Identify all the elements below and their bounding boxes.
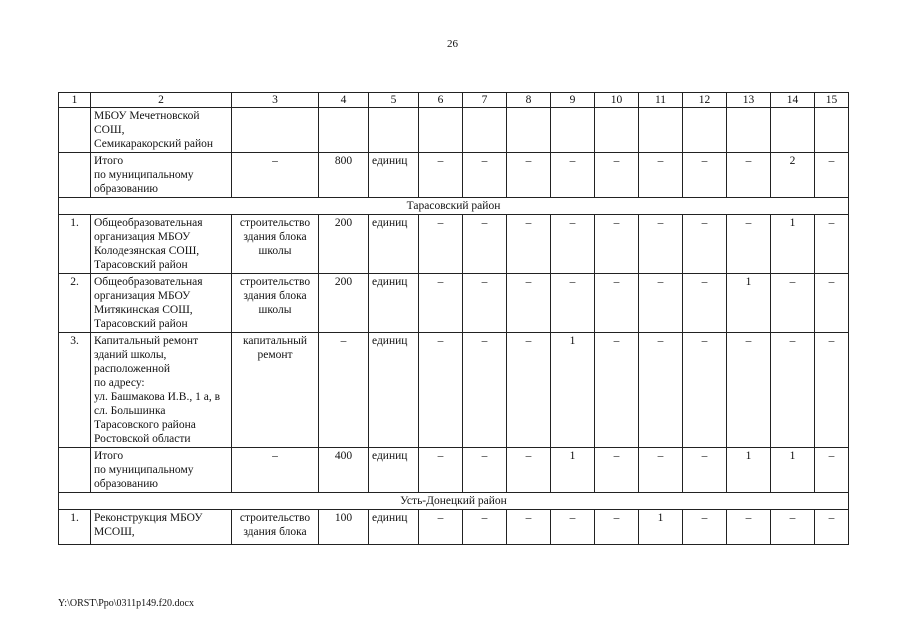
table-cell: – — [727, 333, 771, 448]
table-cell: строительство здания блока школы — [232, 274, 319, 333]
column-header: 8 — [507, 93, 551, 108]
table-header-row — [59, 93, 849, 108]
table-cell: 2. — [59, 274, 91, 333]
table-cell: – — [683, 448, 727, 493]
table-cell — [815, 108, 849, 153]
column-header: 2 — [91, 93, 232, 108]
table-cell — [815, 510, 849, 545]
table-cell: 200 — [319, 215, 369, 274]
table-cell: – — [727, 215, 771, 274]
table-cell: – — [815, 333, 849, 448]
table-cell: 3. — [59, 333, 91, 448]
table-cell: – — [639, 274, 683, 333]
table-cell — [319, 510, 369, 545]
cell-text: – — [789, 512, 796, 524]
table-cell: – — [683, 215, 727, 274]
table-cell: – — [507, 448, 551, 493]
table-cell — [232, 510, 319, 545]
table-cell: – — [639, 333, 683, 448]
table-cell — [771, 108, 815, 153]
table-cell — [595, 510, 639, 545]
column-header: 1 — [59, 93, 91, 108]
table-cell: – — [595, 153, 639, 198]
table-cell: – — [463, 448, 507, 493]
table-cell: 1 — [771, 215, 815, 274]
table-cell — [507, 510, 551, 545]
table-cell: – — [815, 274, 849, 333]
table-cell: капитальный ремонт — [232, 333, 319, 448]
table-cell: – — [771, 274, 815, 333]
table-cell: – — [551, 274, 595, 333]
table-cell: – — [815, 153, 849, 198]
table-cell: единиц — [369, 448, 419, 493]
cell-text: 100 — [334, 512, 353, 524]
table-cell — [419, 108, 463, 153]
table-row — [59, 153, 849, 198]
column-header: 7 — [463, 93, 507, 108]
column-header: 5 — [369, 93, 419, 108]
table-cell: – — [551, 153, 595, 198]
table-cell: единиц — [369, 333, 419, 448]
cell-text: 1 — [657, 512, 664, 524]
table-cell: – — [683, 274, 727, 333]
column-header: 3 — [232, 93, 319, 108]
table-cell — [727, 108, 771, 153]
table-cell — [369, 510, 419, 545]
cell-text: – — [701, 512, 708, 524]
table-cell: – — [815, 448, 849, 493]
table-cell — [639, 108, 683, 153]
table-cell: 200 — [319, 274, 369, 333]
table-cell: Капитальный ремонт зданий школы, расположенной по адресу: ул. Башмакова И.В., 1 а, в сл. Большинка Тарасовского района Ростовской области — [91, 333, 232, 448]
section-row — [59, 198, 849, 215]
table-cell — [59, 108, 91, 153]
table-cell — [639, 510, 683, 545]
table-cell — [59, 510, 91, 545]
table-cell: 1 — [551, 448, 595, 493]
table-cell: – — [463, 153, 507, 198]
table-row — [59, 108, 849, 153]
table-cell: – — [727, 153, 771, 198]
column-header: 11 — [639, 93, 683, 108]
table-cell — [551, 108, 595, 153]
table-cell — [319, 108, 369, 153]
table-cell: – — [507, 274, 551, 333]
cell-text: – — [613, 512, 620, 524]
column-header: 10 — [595, 93, 639, 108]
table-cell: – — [595, 274, 639, 333]
table-row — [59, 333, 849, 448]
cell-text: строительство здания блока — [239, 512, 311, 538]
table-cell: – — [815, 215, 849, 274]
cell-text: 1. — [70, 512, 79, 524]
table-row — [59, 274, 849, 333]
column-header: 14 — [771, 93, 815, 108]
table-cell: 800 — [319, 153, 369, 198]
column-header: 4 — [319, 93, 369, 108]
table-cell: 1 — [727, 448, 771, 493]
table-row — [59, 510, 849, 545]
table-cell — [59, 153, 91, 198]
cell-text: – — [828, 512, 835, 524]
table-cell: 1 — [551, 333, 595, 448]
table-cell: – — [639, 153, 683, 198]
table-cell: – — [595, 333, 639, 448]
table-cell — [232, 108, 319, 153]
table-cell: – — [419, 333, 463, 448]
table-cell: Итого по муниципальному образованию — [91, 153, 232, 198]
cell-text: – — [481, 512, 488, 524]
table-cell: 1 — [771, 448, 815, 493]
data-table — [58, 92, 849, 545]
table-cell: 400 — [319, 448, 369, 493]
table-cell: Общеобразовательная организация МБОУ Митякинская СОШ, Тарасовский район — [91, 274, 232, 333]
table-cell: единиц — [369, 215, 419, 274]
section-row — [59, 493, 849, 510]
table-cell: – — [419, 448, 463, 493]
column-header: 6 — [419, 93, 463, 108]
table-cell — [463, 108, 507, 153]
table-cell — [551, 510, 595, 545]
table-cell: единиц — [369, 274, 419, 333]
table-cell: – — [232, 448, 319, 493]
table-cell: – — [683, 333, 727, 448]
table-cell: – — [419, 215, 463, 274]
table-cell — [683, 510, 727, 545]
table-cell — [771, 510, 815, 545]
table-cell: строительство здания блока школы — [232, 215, 319, 274]
table-cell: – — [683, 153, 727, 198]
section-title: Тарасовский район — [59, 198, 849, 215]
table-cell — [595, 108, 639, 153]
table-cell — [91, 510, 232, 545]
table-cell: – — [639, 215, 683, 274]
table-cell: 1 — [727, 274, 771, 333]
file-path: Y:\ORST\Ppo\0311p149.f20.docx — [58, 598, 194, 609]
section-title: Усть-Донецкий район — [59, 493, 849, 510]
table-cell: Итого по муниципальному образованию — [91, 448, 232, 493]
cell-text: – — [745, 512, 752, 524]
table-cell: – — [419, 153, 463, 198]
table-cell: – — [639, 448, 683, 493]
table-cell — [59, 448, 91, 493]
table-cell: – — [507, 215, 551, 274]
table-cell: – — [419, 274, 463, 333]
table-cell: Общеобразовательная организация МБОУ Колодезянская СОШ, Тарасовский район — [91, 215, 232, 274]
table-cell: – — [463, 274, 507, 333]
cell-text: Реконструкция МБОУ МСОШ, — [94, 512, 203, 538]
column-header: 9 — [551, 93, 595, 108]
table-cell — [683, 108, 727, 153]
cell-text: единиц — [372, 512, 408, 524]
table-cell: – — [507, 153, 551, 198]
column-header: 12 — [683, 93, 727, 108]
table-cell — [727, 510, 771, 545]
table-cell: – — [551, 215, 595, 274]
column-header: 13 — [727, 93, 771, 108]
table-cell: – — [595, 448, 639, 493]
table-cell: единиц — [369, 153, 419, 198]
table-cell: – — [463, 215, 507, 274]
table-cell: – — [595, 215, 639, 274]
table-cell: – — [319, 333, 369, 448]
table-row — [59, 215, 849, 274]
column-header: 15 — [815, 93, 849, 108]
table-row — [59, 448, 849, 493]
table-cell — [419, 510, 463, 545]
table-cell: – — [771, 333, 815, 448]
table-cell: – — [232, 153, 319, 198]
page-number: 26 — [447, 38, 458, 50]
table-cell — [369, 108, 419, 153]
table-cell: – — [507, 333, 551, 448]
table-cell: 1. — [59, 215, 91, 274]
cell-text: – — [525, 512, 532, 524]
cell-text: – — [437, 512, 444, 524]
table-cell — [463, 510, 507, 545]
cell-text: – — [569, 512, 576, 524]
table-cell: – — [463, 333, 507, 448]
table-cell — [507, 108, 551, 153]
table-cell: МБОУ Мечетновской СОШ, Семикаракорский район — [91, 108, 232, 153]
table-cell: 2 — [771, 153, 815, 198]
